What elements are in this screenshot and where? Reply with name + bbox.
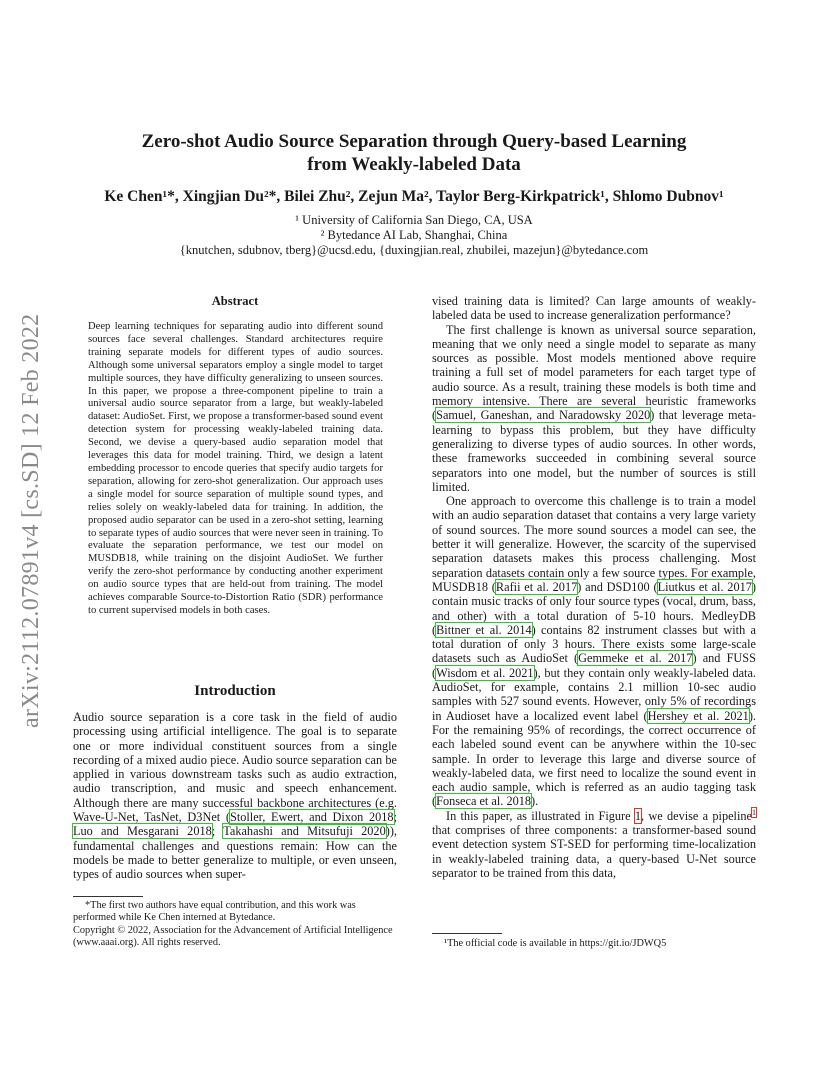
intro-paragraph: vised training data is limited? Can large amounts of weakly-labeled data be used to increase generalization performance? (432, 294, 756, 323)
citation-link[interactable]: Stoller, Ewert, and Dixon 2018 (229, 810, 394, 825)
text-run: ) contains 82 instrument classes but with a total duration of only 3 hours. There exists some large-scale datasets such as AudioSet ( (432, 622, 757, 666)
text-run: that comprises of three components: a transformer-based sound event detection system ST-SED for performing time-localization in weakly-labeled training data, a query-based U-Net source separator to be trained from this data, (432, 822, 756, 880)
affiliation-2: ² Bytedance AI Lab, Shanghai, China (320, 228, 508, 242)
intro-paragraph (432, 494, 756, 809)
text-run: ) and DSD100 ( (577, 579, 658, 594)
citation-link[interactable]: Rafii et al. 2017 (495, 579, 578, 594)
intro-paragraph (73, 710, 397, 882)
text-run: ; (393, 810, 397, 825)
text-run: ; (211, 824, 224, 839)
affiliation-1: ¹ University of California San Diego, CA, USA (295, 213, 533, 227)
footnote-rule (432, 933, 502, 934)
citation-link[interactable]: Luo and Mesgarani 2018 (73, 824, 212, 839)
text-run: ), but they contain only weakly-labeled data. AudioSet, for example, contains 2.1 million 10-sec audio samples with 527 sound events. However, only 5% of recordings in Audioset have a localized event label ( (432, 665, 756, 723)
text-run: One approach to overcome this challenge is to train a model with an audio separation dataset that contains a very large variety of sound sources. The more sound sources a model can see, the better it will generalize. However, the scarcity of the supervised separation datasets makes this process challenging. Most separation datasets contain only a few source types. For example, MUSDB18 ( (432, 494, 756, 594)
citation-link[interactable]: Gemmeke et al. 2017 (578, 651, 693, 666)
footnote-left (73, 900, 397, 950)
text-run: , we devise a pipeline (641, 808, 752, 823)
citation-link[interactable]: Samuel, Ganeshan, and Naradowsky 2020 (436, 408, 651, 423)
citation-link[interactable]: Wisdom et al. 2021 (436, 665, 534, 680)
arxiv-identifier: arXiv:2112.07891v4 [cs.SD] 12 Feb 2022 (18, 313, 44, 728)
copyright-note: Copyright © 2022, Association for the Advancement of Artificial Intelligence (www.aaai.org). All rights reserved. (73, 924, 393, 949)
intro-paragraph (432, 323, 756, 495)
intro-paragraph (432, 809, 756, 880)
title-line-2: from Weakly-labeled Data (307, 154, 521, 175)
citation-link[interactable]: Fonseca et al. 2018 (436, 794, 532, 809)
text-run: The first challenge is known as universal source separation, meaning that we only need a single model to separate as many sources as possible. Most models mentioned above require training a full set of model parameters for each target type of audio source. As a result, training these models is both time and memory intensive. There are several heuristic frameworks ( (432, 322, 756, 423)
abstract-heading: Abstract (211, 294, 259, 308)
text-run: ) contain music tracks of only four source types (vocal, drum, bass, and other) with a total duration of 5-10 hours. MedleyDB ( (432, 579, 757, 637)
figure-ref-link[interactable]: 1 (634, 808, 642, 823)
introduction-heading: Introduction (194, 683, 276, 699)
text-run: ). (531, 794, 539, 809)
footnote-code-link: ¹The official code is available in https://git.io/JDWQ5 (444, 938, 667, 949)
text-run: Audio source separation is a core task in the field of audio processing using artificial intelligence. The goal is to separate one or more individual constituent sources from a single recording of a mixed audio piece. Audio source separation can be applied in various downstream tasks such as audio extraction, audio transcription, and music and speech enhancement. Although there are many successful backbone architectures (e.g. Wave-U-Net, TasNet, D3Net ( (73, 710, 397, 825)
footnote-ref-link[interactable]: 1 (752, 807, 756, 817)
text-run: ) and FUSS ( (432, 651, 756, 680)
text-run: ) that leverage meta-learning to bypass this problem, but they have difficulty generalizing to diverse types of audio sources. In other words, these frameworks succeeded in combining several source separators into one model, but the number of sources is still limited. (432, 408, 756, 494)
citation-link[interactable]: Takahashi and Mitsufuji 2020 (223, 824, 386, 839)
citation-link[interactable]: Bittner et al. 2014 (436, 622, 532, 637)
equal-contribution-note: *The first two authors have equal contribution, and this work was performed while Ke Chen interned at Bytedance. (73, 900, 356, 924)
citation-link[interactable]: Hershey et al. 2021 (647, 708, 749, 723)
citation-link[interactable]: Liutkus et al. 2017 (657, 579, 752, 594)
author-emails: {knutchen, sdubnov, tberg}@ucsd.edu, {duxingjian.real, zhubilei, mazejun}@bytedance.com (179, 243, 649, 257)
paper-title (60, 130, 768, 176)
introduction-right-column (432, 294, 756, 880)
abstract-body: Deep learning techniques for separating audio into different sound sources face several challenges. Standard architectures require training separate models for different types of audio sources. Although some universal separators employ a single model to target multiple sources, they have difficulty generalizing to unseen sources. In this paper, we propose a three-component pipeline to train a universal audio source separator from a large, but weakly-labeled dataset: AudioSet. First, we propose a transformer-based sound event detection system for processing weakly-labeled training data. Second, we devise a query-based audio separation model that leverages this data for model training. Third, we design a latent embedding processor to encode queries that specify audio targets for separation, allowing for zero-shot generalization. Our approach uses a single model for source separation of multiple sound types, and relies solely on weakly-labeled data for training. In addition, the proposed audio separator can be used in a zero-shot setting, learning to separate types of audio sources that were never seen in training. To evaluate the separation performance, we test our model on MUSDB18, while training on the disjoint AudioSet. We further verify the zero-shot performance by conducting another experiment on audio source types that are held-out from training. The model achieves comparable Source-to-Distortion Ratio (SDR) performance to current supervised models in both cases. (88, 321, 383, 616)
text-run: ). For the remaining 95% of recordings, the correct occurrence of each labeled sound event can be anywhere within the 10-sec sample. In order to leverage this large and diverse source of weakly-labeled data, we first need to localize the sound event in each audio sample, which is referred as an audio tagging task ( (432, 708, 756, 809)
introduction-left-column (73, 710, 397, 882)
text-run: )), fundamental challenges and questions remain: How can the models be made to better generalize to multiple, or even unseen, types of audio sources when super- (73, 824, 397, 882)
text-run: In this paper, as illustrated in Figure (446, 808, 635, 823)
footnote-rule (73, 896, 143, 897)
title-line-1: Zero-shot Audio Source Separation through Query-based Learning (141, 131, 687, 152)
author-list: Ke Chen¹*, Xingjian Du²*, Bilei Zhu², Zejun Ma², Taylor Berg-Kirkpatrick¹, Shlomo Dubnov¹ (104, 188, 724, 205)
